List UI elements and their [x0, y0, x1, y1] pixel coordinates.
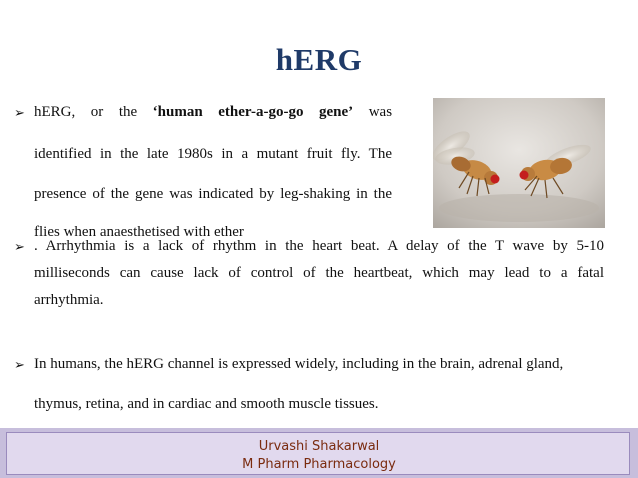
slide-title: hERG	[275, 42, 363, 77]
fruit-flies-image	[433, 98, 605, 228]
bullet-line: hERG, or the ‘human ether-a-go-go gene’ was	[34, 104, 393, 120]
bullet-arrow-icon: ➢	[14, 358, 25, 373]
author-subtitle: M Pharm Pharmacology	[242, 457, 396, 472]
bullet-line: arrhythmia.	[34, 292, 104, 308]
bullet-line: identified in the late 1980s in a mutant fruit fly. The	[34, 146, 392, 162]
footer-bar	[0, 428, 638, 478]
bullet-line: presence of the gene was indicated by leg-shaking in the	[34, 186, 392, 202]
bullet-line: . Arrhythmia is a lack of rhythm in the heart beat. A delay of the T wave by 5-10	[34, 238, 604, 254]
bullet-line: flies when anaesthetised with ether	[34, 224, 244, 240]
bullet-arrow-icon: ➢	[14, 240, 25, 255]
footer-box	[6, 432, 630, 475]
bullet-arrow-icon: ➢	[14, 106, 25, 121]
bullet-line: milliseconds can cause lack of control of the heartbeat, which may lead to a fatal	[34, 265, 604, 281]
bullet-line: thymus, retina, and in cardiac and smooth muscle tissues.	[34, 396, 379, 412]
bullet-line: In humans, the hERG channel is expressed widely, including in the brain, adrenal gland,	[34, 356, 564, 372]
author-name: Urvashi Shakarwal	[258, 439, 380, 454]
